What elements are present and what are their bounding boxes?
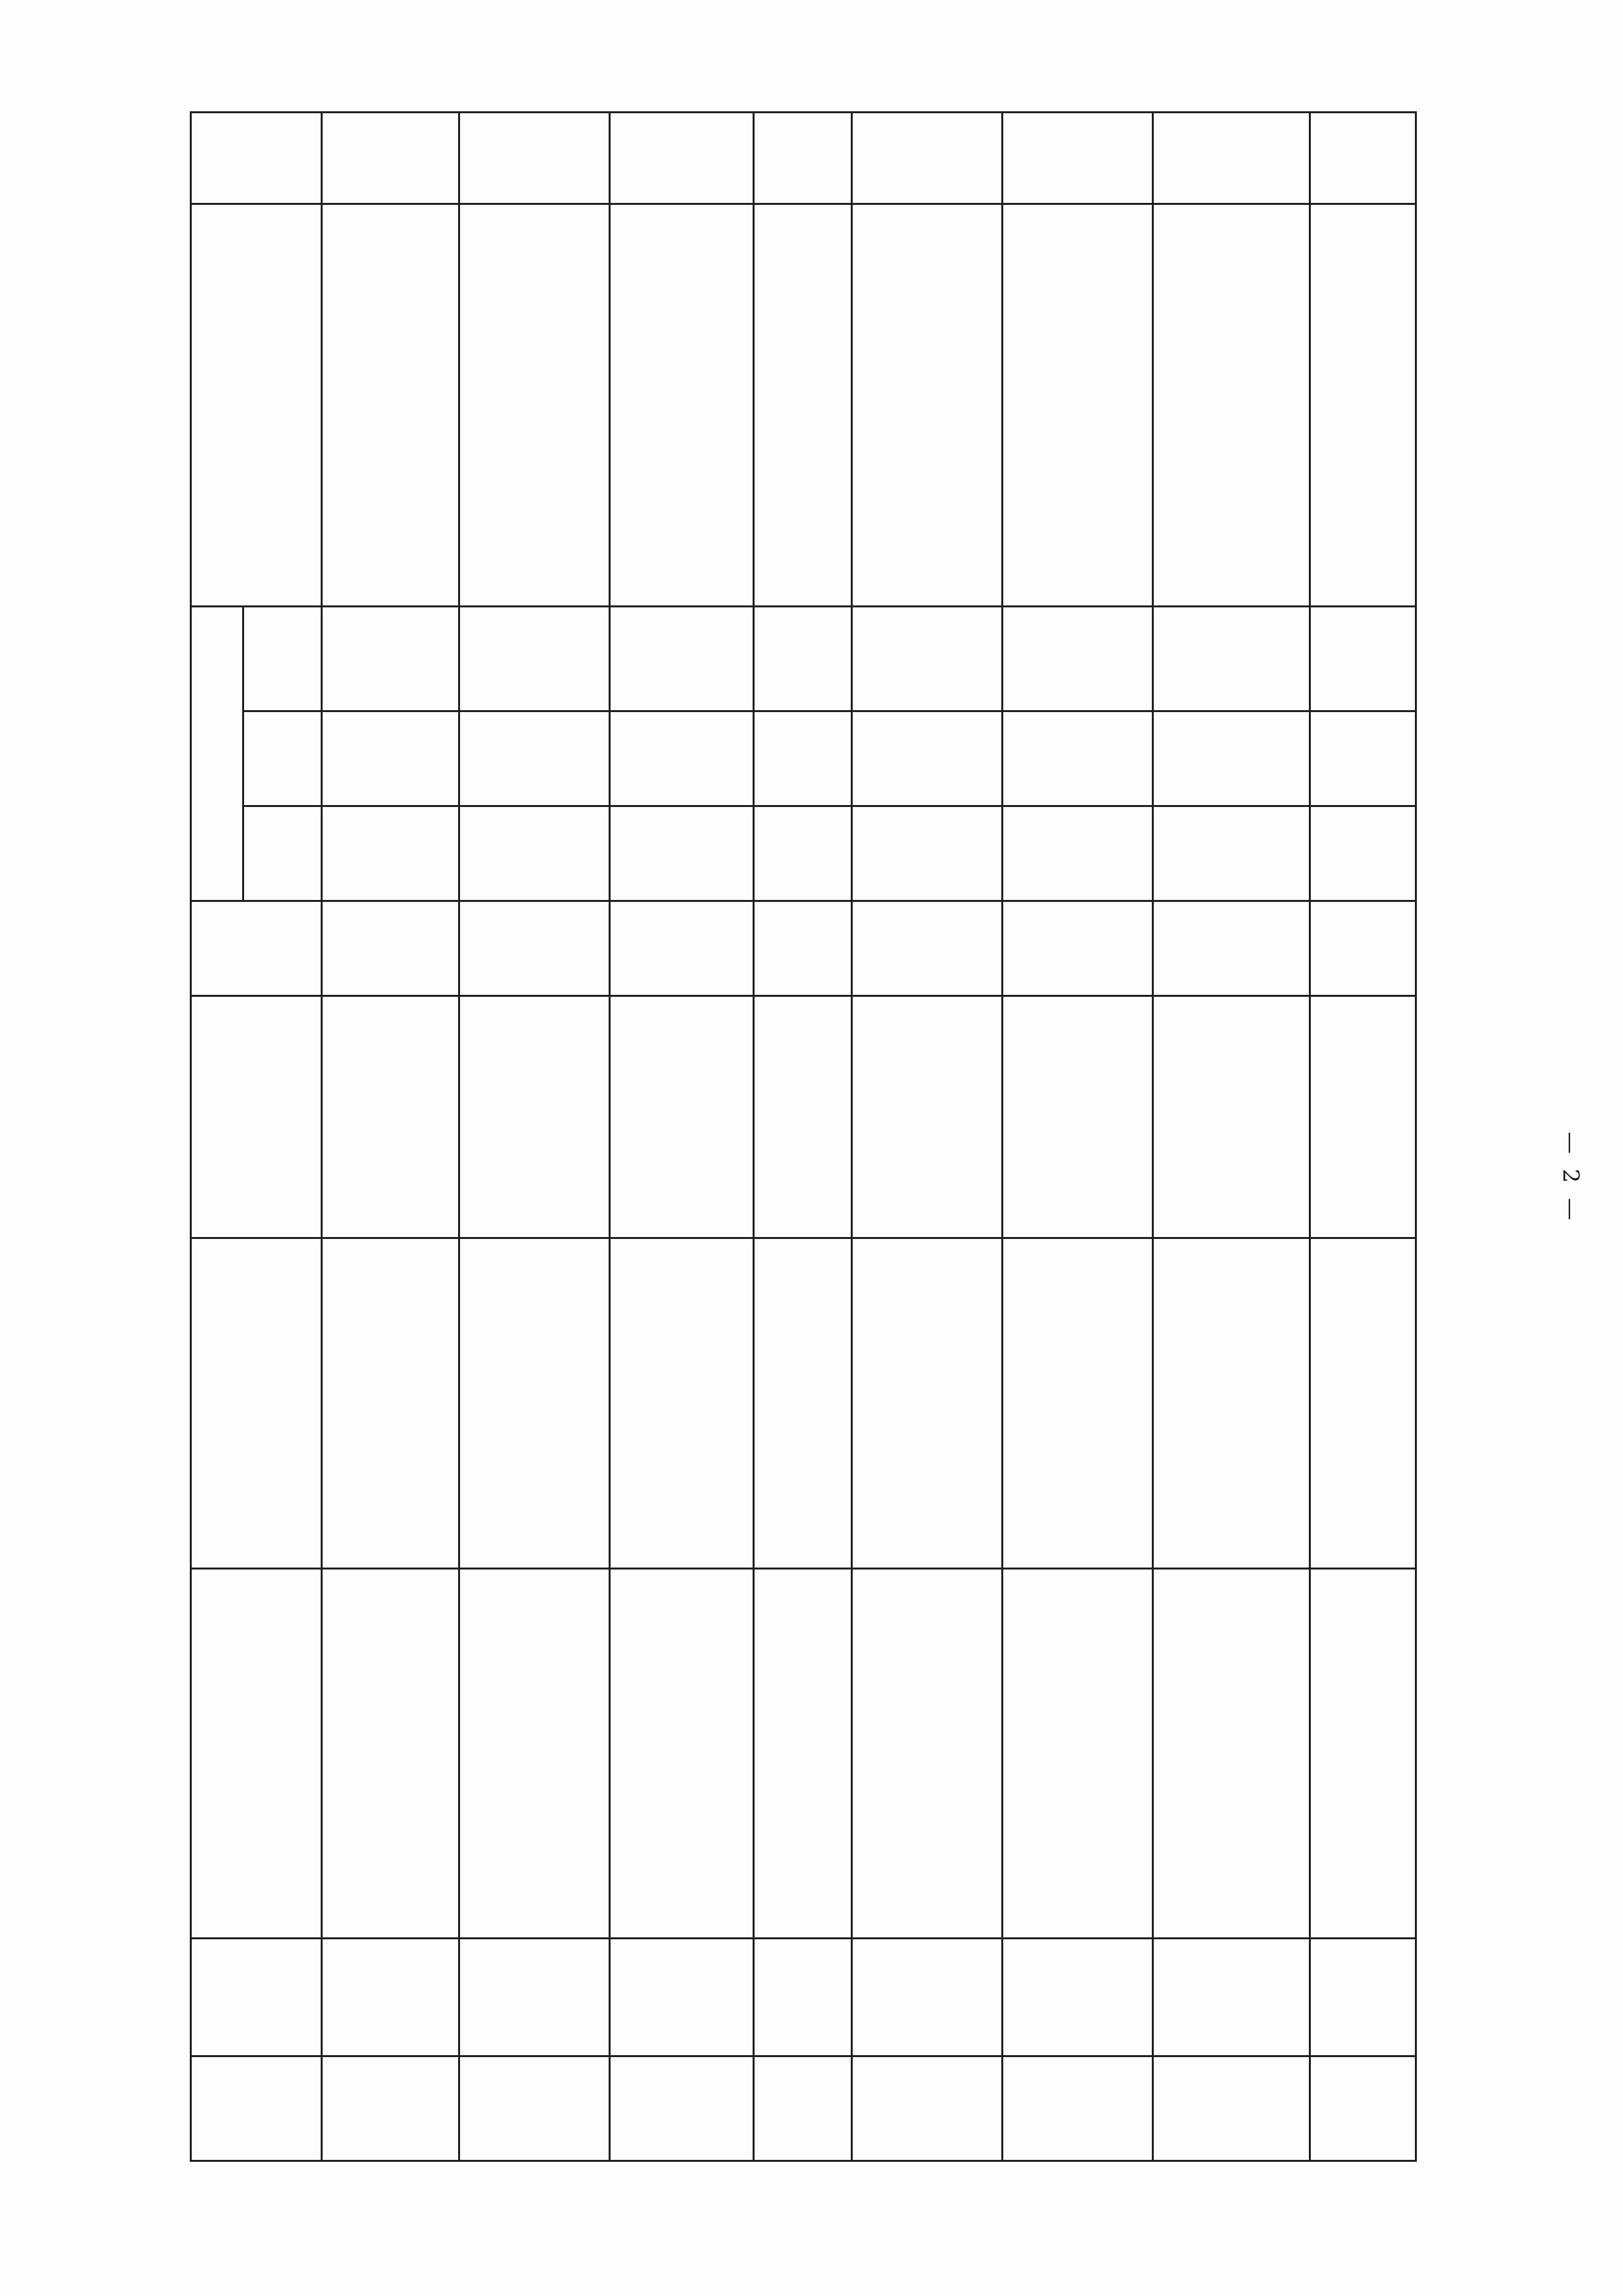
table-border-right bbox=[1415, 111, 1417, 2162]
cell-issuer bbox=[851, 995, 1001, 1237]
cell-link bbox=[1001, 203, 1152, 605]
cell-issuer bbox=[321, 995, 458, 1237]
cell-remark bbox=[609, 111, 753, 203]
field-separator bbox=[242, 710, 1415, 712]
cell-title bbox=[851, 1568, 1001, 1937]
header-level bbox=[190, 900, 321, 995]
cell-title bbox=[1152, 1568, 1309, 1937]
check-mark-icon bbox=[458, 710, 609, 805]
cell-link bbox=[851, 203, 1001, 605]
cell-remark bbox=[1001, 111, 1152, 203]
cell-link bbox=[753, 203, 851, 605]
header-abolish bbox=[242, 805, 321, 900]
cell-doc-no bbox=[321, 1237, 458, 1568]
header-seq bbox=[190, 1937, 321, 2055]
cell-doc-no bbox=[458, 1237, 609, 1568]
check-mark-icon bbox=[753, 605, 851, 710]
cell-issuer bbox=[1001, 995, 1152, 1237]
header-issuer bbox=[190, 995, 321, 1237]
row-separator bbox=[1309, 111, 1311, 2160]
cell-issuer bbox=[458, 995, 609, 1237]
cell-title bbox=[1001, 1568, 1152, 1937]
cell-title bbox=[753, 1568, 851, 1937]
cell-doc-no bbox=[753, 1237, 851, 1568]
header-doc_no bbox=[190, 1237, 321, 1568]
cell-doc-no bbox=[851, 1237, 1001, 1568]
cell-category bbox=[851, 2055, 1001, 2160]
cell-level bbox=[321, 900, 458, 995]
check-mark-icon bbox=[1001, 605, 1152, 710]
cell-seq bbox=[458, 1937, 609, 2055]
cell-title bbox=[458, 1568, 609, 1937]
cell-seq bbox=[321, 1937, 458, 2055]
cell-category bbox=[321, 2055, 458, 2160]
cell-doc-no bbox=[609, 1237, 753, 1568]
cell-level bbox=[1001, 900, 1152, 995]
cell-title bbox=[321, 1568, 458, 1937]
header-revise bbox=[242, 710, 321, 805]
cell-level bbox=[609, 900, 753, 995]
cell-category bbox=[753, 2055, 851, 2160]
cell-seq bbox=[753, 1937, 851, 2055]
cell-category bbox=[609, 2055, 753, 2160]
cell-remark bbox=[753, 111, 851, 203]
cell-level bbox=[458, 900, 609, 995]
cell-level bbox=[1152, 900, 1309, 995]
cell-issuer bbox=[1152, 995, 1309, 1237]
cell-link bbox=[458, 203, 609, 605]
table-border-bottom bbox=[190, 2160, 1415, 2162]
cell-seq bbox=[1152, 1937, 1309, 2055]
cell-category bbox=[458, 2055, 609, 2160]
cell-level bbox=[851, 900, 1001, 995]
cell-seq bbox=[1001, 1937, 1152, 2055]
cell-doc-no bbox=[1152, 1237, 1309, 1568]
cell-level bbox=[753, 900, 851, 995]
header-opinion bbox=[190, 605, 242, 900]
cell-seq bbox=[609, 1937, 753, 2055]
cell-seq bbox=[851, 1937, 1001, 2055]
cell-title bbox=[609, 1568, 753, 1937]
cell-doc-no bbox=[1001, 1237, 1152, 1568]
cell-link bbox=[321, 203, 458, 605]
cell-remark bbox=[321, 111, 458, 203]
check-mark-icon bbox=[609, 710, 753, 805]
header-retain bbox=[242, 605, 321, 710]
cell-issuer bbox=[753, 995, 851, 1237]
header-category bbox=[190, 2055, 321, 2160]
header-remark bbox=[190, 111, 321, 203]
cell-link bbox=[1152, 203, 1309, 605]
cell-remark bbox=[851, 111, 1001, 203]
cell-link bbox=[609, 203, 753, 605]
cell-issuer bbox=[609, 995, 753, 1237]
cell-category bbox=[1152, 2055, 1309, 2160]
check-mark-icon bbox=[321, 605, 458, 710]
page-number: — 2 — bbox=[1558, 1132, 1584, 1225]
check-mark-icon bbox=[1152, 605, 1309, 710]
cell-remark bbox=[458, 111, 609, 203]
check-mark-icon bbox=[851, 605, 1001, 710]
header-link bbox=[190, 203, 321, 605]
cell-remark bbox=[1152, 111, 1309, 203]
field-separator bbox=[242, 805, 1415, 807]
cell-category bbox=[1001, 2055, 1152, 2160]
header-title bbox=[190, 1568, 321, 1937]
